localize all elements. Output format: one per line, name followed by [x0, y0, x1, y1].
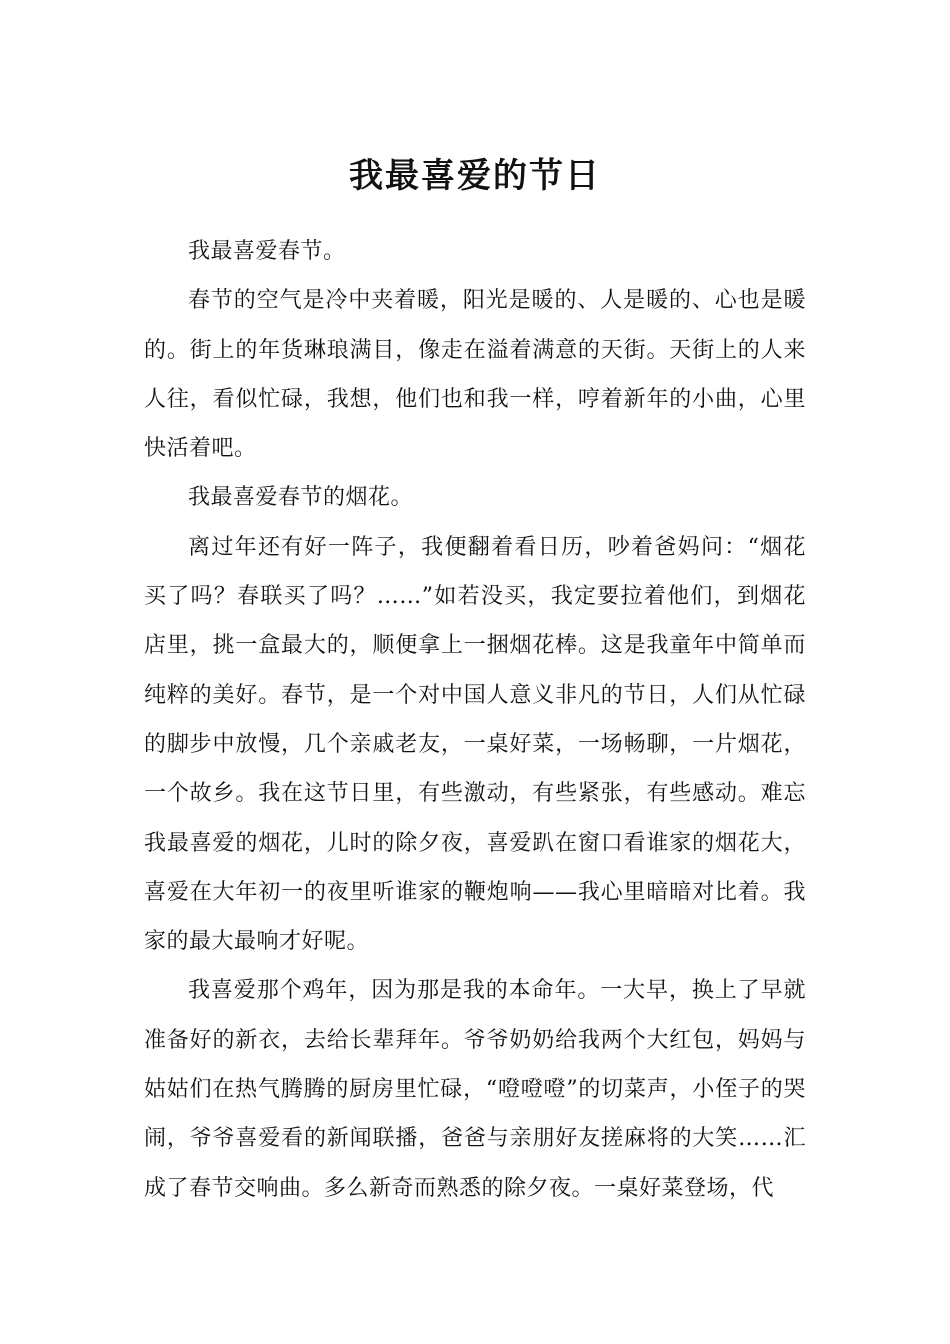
paragraph-1: 我最喜爱春节。 — [188, 239, 346, 264]
document-title: 我最喜爱的节日 — [349, 155, 601, 196]
paragraph-3: 我最喜爱春节的烟花。 — [188, 485, 414, 511]
paragraph-5: 我喜爱那个鸡年，因为那是我的本命年。一大早，换上了早就准备好的新衣，去给长辈拜年。爷爷奶奶给我两个大红包，妈妈与姑姑们在热气腾腾的厨房里忙碌，“噔噔噔”的切菜声，小侄子的哭闹，爷爷喜爱看的新闻联播，爸爸与亲朋好友搓麻将的大笑……汇成了春节交响曲。多么新奇而熟悉的除夕夜。一桌好菜登场，代 — [144, 978, 806, 1201]
paragraph-4: 离过年还有好一阵子，我便翻着看日历，吵着爸妈问：“烟花买了吗？春联买了吗？……”如若没买，我定要拉着他们，到烟花店里，挑一盒最大的，顺便拿上一捆烟花棒。这是我童年中简单而纯粹的美好。春节，是一个对中国人意义非凡的节日，人们从忙碌的脚步中放慢，几个亲戚老友，一桌好菜，一场畅聊，一片烟花，一个故乡。我在这节日里，有些激动，有些紧张，有些感动。难忘我最喜爱的烟花，儿时的除夕夜，喜爱趴在窗口看谁家的烟花大，喜爱在大年初一的夜里听谁家的鞭炮响——我心里暗暗对比着。我家的最大最响才好呢。 — [144, 534, 806, 955]
document-body — [144, 227, 806, 1213]
paragraph-2: 春节的空气是冷中夹着暖，阳光是暖的、人是暖的、心也是暖的。街上的年货琳琅满目，像走在溢着满意的天街。天街上的人来人往，看似忙碌，我想，他们也和我一样，哼着新年的小曲，心里快活着吧。 — [144, 288, 806, 462]
